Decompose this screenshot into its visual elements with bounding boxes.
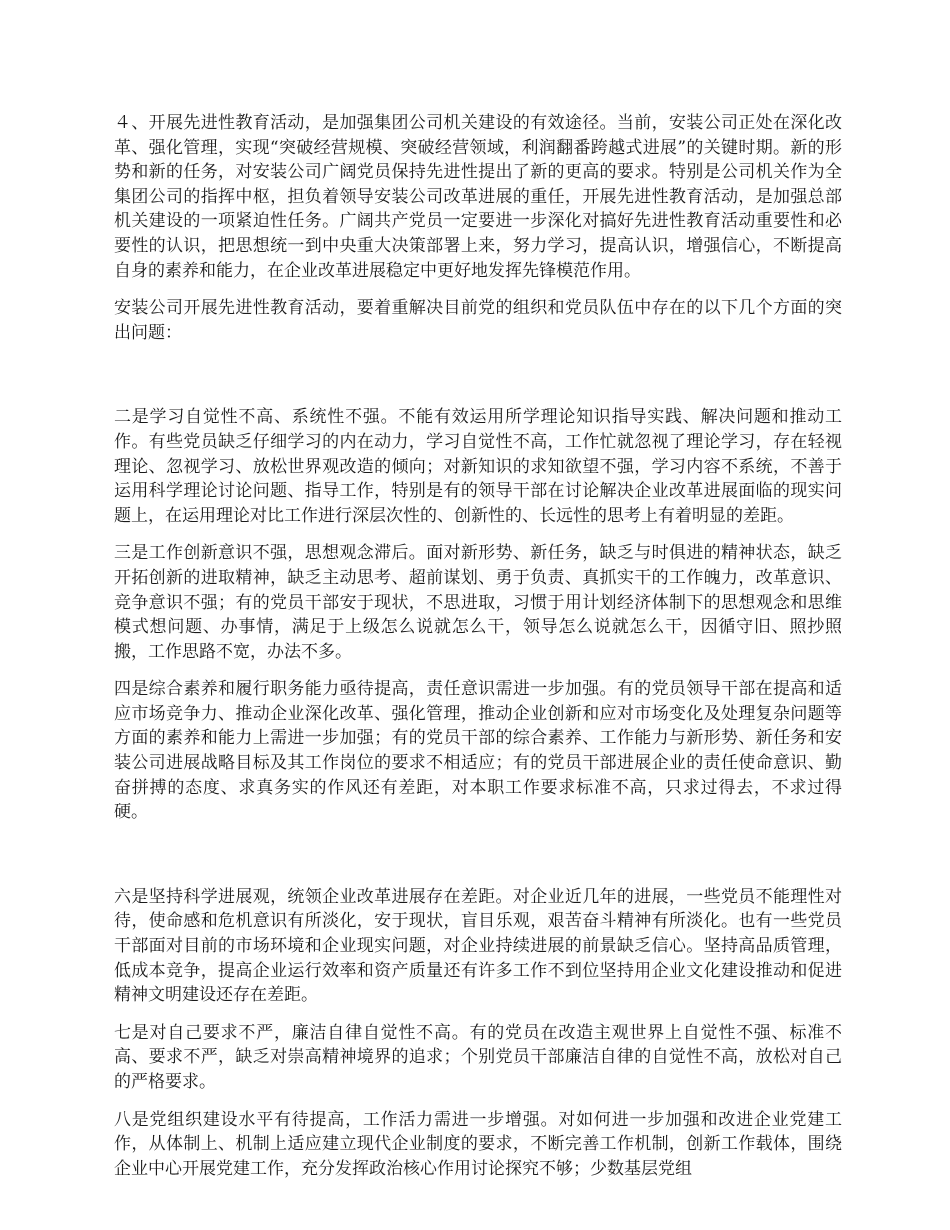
paragraph-spacer (114, 528, 842, 541)
paragraph-problems-intro: 安装公司开展先进性教育活动，要着重解决目前党的组织和党员队伍中存在的以下几个方面的突出问题： (114, 298, 842, 343)
paragraph-spacer (114, 283, 842, 296)
paragraph-spacer (114, 1095, 842, 1108)
paragraph-spacer (114, 664, 842, 677)
paragraph-item-two: 二是学习自觉性不高、系统性不强。不能有效运用所学理论知识指导实践、解决问题和推动工作。有些党员缺乏仔细学习的内在动力，学习自觉性不高，工作忙就忽视了理论学习，存在轻视理论、忽视学习、放松世界观改造的倾向；对新知识的求知欲望不强，学习内容不系统，不善于运用科学理论讨论问题、指导工作，特别是有的领导干部在讨论解决企业改革进展面临的现实问题上，在运用理论对比工作进行深层次性的、创新性的、长远性的思考上有着明显的差距。 (114, 407, 842, 526)
paragraph-item-seven: 七是对自己要求不严，廉洁自律自觉性不高。有的党员在改造主观世界上自觉性不强、标准不高、要求不严，缺乏对崇高精神境界的追求；个别党员干部廉洁自律的自觉性不高，放松对自己的严格要求。 (114, 1022, 842, 1092)
paragraph-item-three: 三是工作创新意识不强，思想观念滞后。面对新形势、新任务，缺乏与时俱进的精神状态，缺乏开拓创新的进取精神，缺乏主动思考、超前谋划、勇于负责、真抓实干的工作魄力，改革意识、竞争意识不强；有的党员干部安于现状，不思进取，习惯于用计划经济体制下的思想观念和思维模式想问题、办事情，满足于上级怎么说就怎么干，领导怎么说就怎么干，因循守旧、照抄照搬，工作思路不宽，办法不多。 (114, 543, 842, 662)
paragraph-advanced-education: ４、开展先进性教育活动，是加强集团公司机关建设的有效途径。当前，安装公司正处在深化改革、强化管理，实现“突破经营规模、突破经营领域，利润翻番跨越式进展”的关键时期。新的形势和新的任务，对安装公司广阔党员保持先进性提出了新的更高的要求。特别是公司机关作为全集团公司的指挥中枢，担负着领导安装公司改革进展的重任，开展先进性教育活动，是加强总部机关建设的一项紧迫性任务。广阔共产党员一定要进一步深化对搞好先进性教育活动重要性和必要性的认识，把思想统一到中央重大决策部署上来，努力学习，提高认识，增强信心，不断提高自身的素养和能力，在企业改革进展稳定中更好地发挥先锋模范作用。 (114, 113, 842, 281)
paragraph-item-eight: 八是党组织建设水平有待提高，工作活力需进一步增强。对如何进一步加强和改进企业党建工作，从体制上、机制上适应建立现代企业制度的要求，不断完善工作机制，创新工作载体，围绕企业中心开展党建工作，充分发挥政治核心作用讨论探究不够；少数基层党组 (114, 1109, 842, 1179)
paragraph-item-four: 四是综合素养和履行职务能力亟待提高，责任意识需进一步加强。有的党员领导干部在提高和适应市场竞争力、推动企业深化改革、强化管理，推动企业创新和应对市场变化及处理复杂问题等方面的素养和能力上需进一步加强；有的党员干部的综合素养、工作能力与新形势、新任务和安装公司进展战略目标及其工作岗位的要求不相适应；有的党员干部进展企业的责任使命意识、勤奋拼搏的态度、求真务实的作风还有差距，对本职工作要求标准不高，只求过得去，不求过得硬。 (114, 679, 842, 823)
paragraph-item-six: 六是坚持科学进展观，统领企业改革进展存在差距。对企业近几年的进展，一些党员不能理性对待，使命感和危机意识有所淡化，安于现状，盲目乐观，艰苦奋斗精神有所淡化。也有一些党员干部面对目前的市场环境和企业现实问题，对企业持续进展的前景缺乏信心。坚持高品质管理，低成本竞争，提高企业运行效率和资产质量还有许多工作不到位坚持用企业文化建设推动和促进精神文明建设还存在差距。 (114, 886, 842, 1006)
blank-paragraph-gap (114, 825, 842, 885)
blank-paragraph-gap (114, 345, 842, 405)
paragraph-spacer (114, 1008, 842, 1021)
document-body (114, 111, 842, 1181)
